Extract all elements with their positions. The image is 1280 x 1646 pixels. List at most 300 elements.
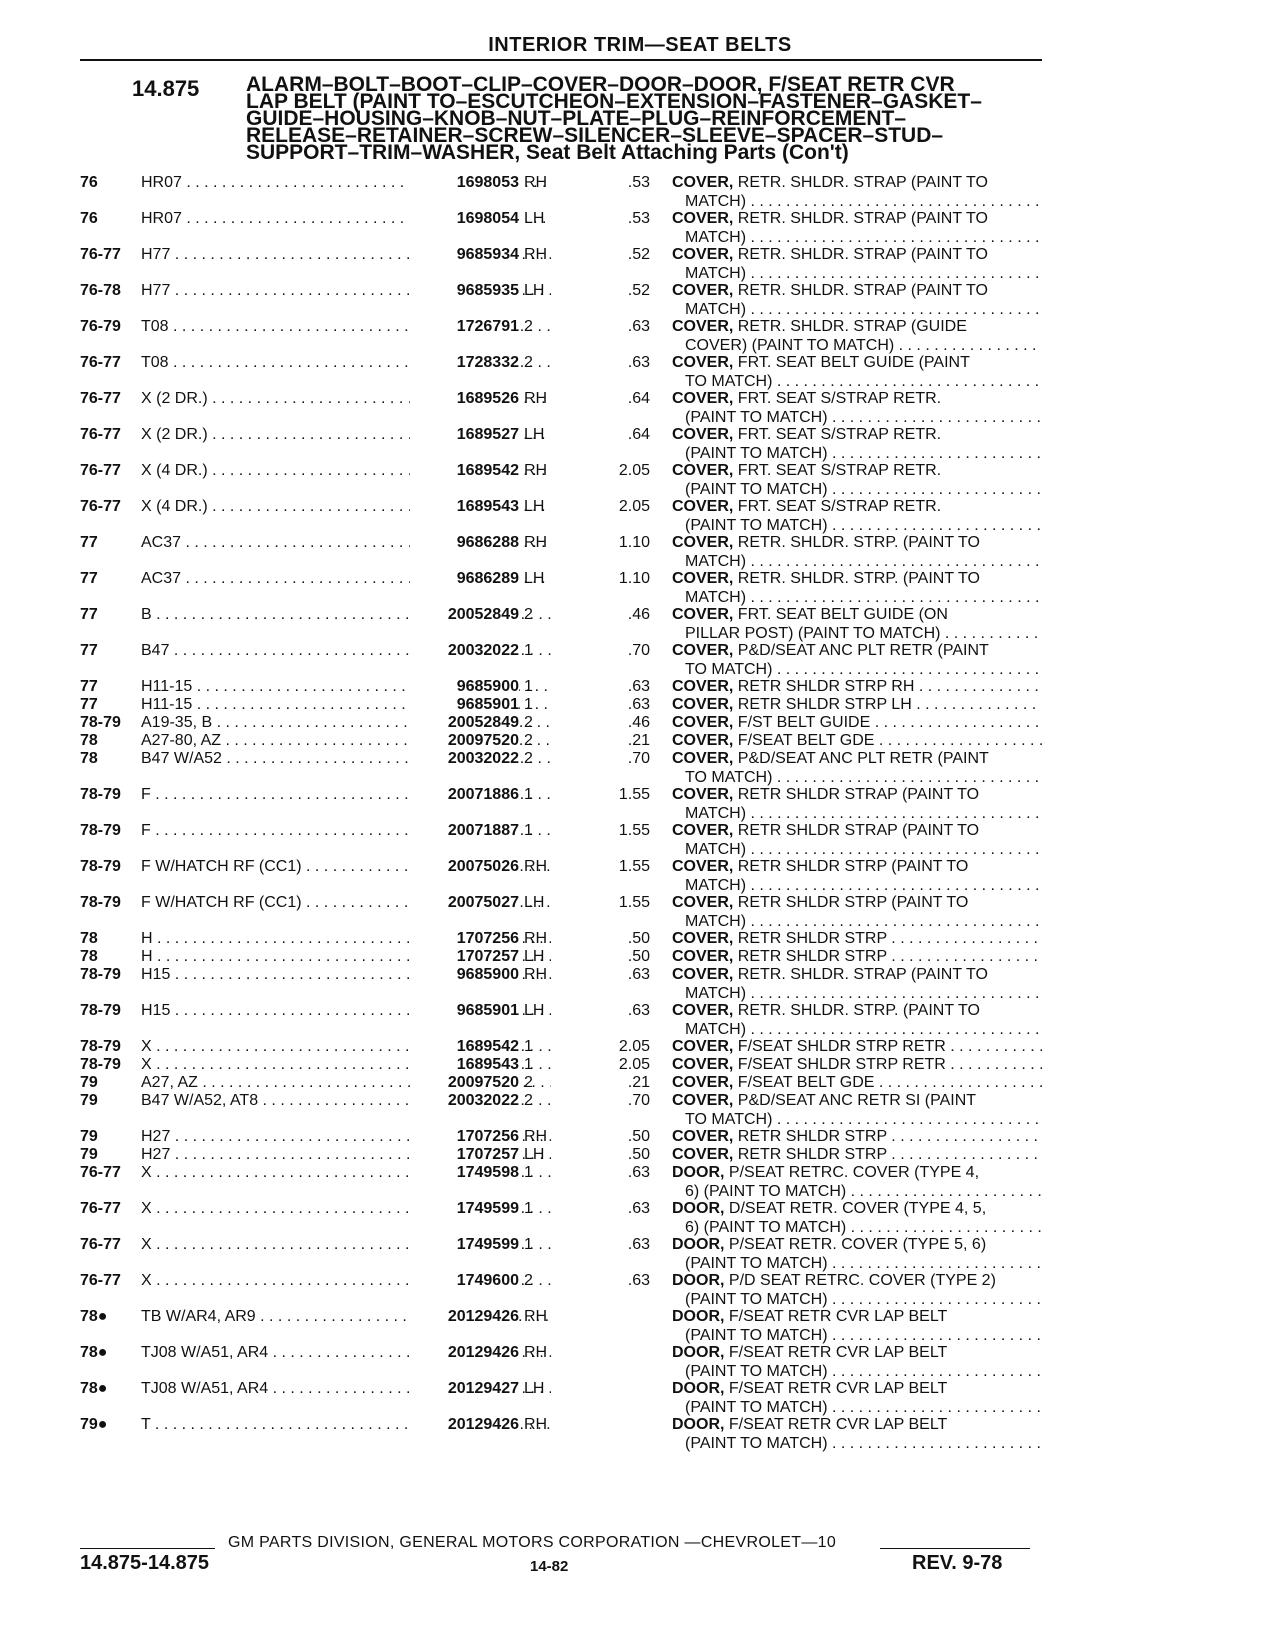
ref-number: 78-79 [80,1038,121,1055]
description-text: RETR SHLDR STRP LH [733,696,912,713]
description-text: F/SEAT SHLDR STRP RETR [733,1038,946,1055]
description-line [672,389,1042,408]
description-noun: COVER, [672,390,734,407]
price: .63 [627,966,650,983]
description [672,1127,1042,1146]
price: .52 [627,282,650,299]
description-line [672,893,1042,912]
description-text: RETR SHLDR STRAP (PAINT TO [733,822,980,839]
description-continuation: MATCH) . . . [672,552,1042,571]
description-line [672,605,1042,624]
description-text: F/SEAT RETR CVR LAP BELT [724,1380,948,1397]
description [672,209,1042,247]
description [672,1163,1042,1201]
description-continuation: MATCH) . . . [672,300,1042,319]
ref-number: 77 [80,534,98,551]
part-number: 20032022 [410,1091,519,1110]
description-text: RETR SHLDR STRP [733,1128,887,1145]
price: .50 [627,948,650,965]
description-continuation: MATCH) . . . [672,588,1042,607]
description-noun: COVER, [672,696,734,713]
quantity: 1 [524,786,533,803]
description-text: FRT. SEAT BELT GUIDE (PAINT [733,354,970,371]
part-number: 1726791 [410,317,519,336]
ref-number: 76-78 [80,282,121,299]
ref-number: 76-77 [80,246,121,263]
ref-number: 77 [80,606,98,623]
description [672,1145,1042,1164]
part-number: 1749600 [410,1271,519,1290]
model-usage: B47 W/A52, AT8 . . . [141,1091,551,1110]
description-continuation: (PAINT TO MATCH) . . . [672,1254,1042,1273]
description-continuation: MATCH) . . . [672,1020,1042,1039]
description-noun: COVER, [672,930,734,947]
description-text: RETR SHLDR STRP (PAINT TO [733,858,969,875]
ref-number: 79● [80,1416,108,1433]
ref-number: 76-79 [80,318,121,335]
model-usage: A19-35, B . . . [141,713,551,732]
ref-number: 78 [80,750,98,767]
description-line [672,857,1042,876]
ref-number: 76 [80,210,98,227]
description-noun: COVER, [672,282,734,299]
ref-number: 78● [80,1344,108,1361]
description-noun: DOOR, [672,1272,725,1289]
description [672,641,1042,679]
price: .63 [627,1272,650,1289]
description-line [672,1145,1042,1164]
quantity: RH [524,534,548,551]
ref-number: 79 [80,1074,98,1091]
description-noun: COVER, [672,750,734,767]
description-noun: COVER, [672,1092,734,1109]
part-number: 1689543 [410,497,519,516]
description-continuation: (PAINT TO MATCH) . . . [672,1290,1042,1309]
quantity: LH [524,1146,545,1163]
description-continuation: COVER) (PAINT TO MATCH) . . . [672,336,1042,355]
price: .63 [627,1200,650,1217]
model-usage: AC37 . . . [141,569,551,588]
description [672,281,1042,319]
quantity: RH [524,246,548,263]
footer-page-number: 14-82 [530,1558,569,1575]
ref-number: 79 [80,1128,98,1145]
model-usage: H11-15 . . . [141,677,551,696]
part-number: 1707256 [410,929,519,948]
part-number: 20129426 [410,1415,519,1434]
description-text: P/SEAT RETRC. COVER (TYPE 4, [724,1164,980,1181]
description [672,461,1042,499]
part-number: 9685901 [410,695,519,714]
part-number: 1749599 [410,1235,519,1254]
price: .63 [627,678,650,695]
description-text: RETR. SHLDR. STRP. (PAINT TO [733,534,980,551]
description-noun: COVER, [672,318,734,335]
description-continuation: MATCH) . . . [672,840,1042,859]
description-text: FRT. SEAT S/STRAP RETR. [733,390,942,407]
description [672,1379,1042,1417]
description-line [672,245,1042,264]
description-text: F/ST BELT GUIDE [733,714,871,731]
model-usage: T . . . [141,1415,551,1434]
description-continuation: (PAINT TO MATCH) . . . [672,1398,1042,1417]
ref-number: 78● [80,1308,108,1325]
description-line [672,1091,1042,1110]
description-text: RETR SHLDR STRP (PAINT TO [733,894,969,911]
quantity: 2 [524,1074,533,1091]
part-number: 1689543 [410,1055,519,1074]
quantity: LH [524,570,545,587]
description-line [672,1127,1042,1146]
description-text: P&D/SEAT ANC PLT RETR (PAINT [733,750,989,767]
description-continuation: PILLAR POST) (PAINT TO MATCH) . . . [672,624,1042,643]
description-line [672,1307,1042,1326]
section-number: 14.875 [132,76,200,101]
description-text: FRT. SEAT S/STRAP RETR. [733,462,942,479]
model-usage: X . . . [141,1271,551,1290]
description-noun: COVER, [672,966,734,983]
description-line [672,929,1042,948]
description-line [672,569,1042,588]
description-continuation: MATCH) . . . [672,192,1042,211]
part-number: 9686289 [410,569,519,588]
description-continuation: TO MATCH) . . . [672,660,1042,679]
price: .50 [627,1146,650,1163]
description-text: RETR. SHLDR. STRAP (PAINT TO [733,282,988,299]
description [672,749,1042,787]
description-text: RETR. SHLDR. STRAP (PAINT TO [733,174,988,191]
description-noun: COVER, [672,426,734,443]
description-continuation: MATCH) . . . [672,984,1042,1003]
ref-number: 76-77 [80,354,121,371]
price: .70 [627,750,650,767]
part-number: 9685900 [410,677,519,696]
description-line [672,677,1042,696]
part-number: 20052849 [410,605,519,624]
price: 2.05 [618,1056,650,1073]
footer-revision: REV. 9-78 [912,1552,1003,1574]
description-text: FRT. SEAT S/STRAP RETR. [733,498,942,515]
page-title: INTERIOR TRIM—SEAT BELTS [488,34,792,56]
header-rule [80,59,1042,61]
quantity: RH [524,1128,548,1145]
description [672,695,1042,714]
description-text: RETR. SHLDR. STRAP (PAINT TO [733,966,988,983]
description-line [672,695,1042,714]
description [672,353,1042,391]
description [672,389,1042,427]
description-text: RETR SHLDR STRP RH [733,678,915,695]
price: 1.10 [618,570,650,587]
quantity: 1 [524,696,533,713]
part-number: 1749599 [410,1199,519,1218]
description-continuation: (PAINT TO MATCH) . . . [672,516,1042,535]
model-usage: H77 . . . [141,281,551,300]
description-continuation: 6) (PAINT TO MATCH) . . . [672,1218,1042,1237]
quantity: RH [524,1416,548,1433]
price: 1.55 [618,822,650,839]
ref-number: 76-77 [80,390,121,407]
part-number: 20071886 [410,785,519,804]
part-number: 9685900 [410,965,519,984]
ref-number: 76 [80,174,98,191]
quantity: 2 [524,1272,533,1289]
description [672,1199,1042,1237]
model-usage: X . . . [141,1037,551,1056]
price: .64 [627,390,650,407]
description-line [672,1163,1042,1182]
model-usage: HR07 . . . [141,173,551,192]
quantity: 1 [524,822,533,839]
description [672,173,1042,211]
model-usage: X . . . [141,1163,551,1182]
description-continuation: MATCH) . . . [672,228,1042,247]
description-noun: COVER, [672,462,734,479]
quantity: LH [524,210,545,227]
ref-number: 78-79 [80,1056,121,1073]
description-line [672,1073,1042,1092]
price: .70 [627,642,650,659]
description-text: RETR. SHLDR. STRAP (PAINT TO [733,246,988,263]
description-noun: COVER, [672,246,734,263]
description [672,1235,1042,1273]
quantity: 2 [524,1092,533,1109]
model-usage: TB W/AR4, AR9 . . . [141,1307,551,1326]
description-continuation: (PAINT TO MATCH) . . . [672,1326,1042,1345]
part-number: 20071887 [410,821,519,840]
quantity: RH [524,390,548,407]
description-line [672,1271,1042,1290]
part-number: 20075027 [410,893,519,912]
description-noun: DOOR, [672,1236,725,1253]
part-number: 1707257 [410,1145,519,1164]
description-line [672,1235,1042,1254]
part-number: 1707256 [410,1127,519,1146]
price: .50 [627,1128,650,1145]
price: 2.05 [618,498,650,515]
model-usage: H15 . . . [141,1001,551,1020]
price: .21 [627,1074,650,1091]
description [672,605,1042,643]
footer-rule-right [880,1548,1030,1549]
part-number: 20097520 [410,731,519,750]
description [672,1073,1042,1092]
part-number: 1689542 [410,1037,519,1056]
quantity: 2 [524,750,533,767]
description-continuation: MATCH) . . . [672,264,1042,283]
ref-number: 78 [80,948,98,965]
part-number: 9685901 [410,1001,519,1020]
quantity: LH [524,426,545,443]
description [672,245,1042,283]
description-noun: DOOR, [672,1344,725,1361]
description-continuation: (PAINT TO MATCH) . . . [672,1362,1042,1381]
description [672,965,1042,1003]
description-text: P/D SEAT RETRC. COVER (TYPE 2) [724,1272,996,1289]
description-text: F/SEAT RETR CVR LAP BELT [724,1308,948,1325]
model-usage: X (2 DR.) . . . [141,389,551,408]
section-title [246,73,1046,164]
quantity: RH [524,1308,548,1325]
ref-number: 79 [80,1092,98,1109]
part-number: 9685934 [410,245,519,264]
description-noun: COVER, [672,678,734,695]
description-text: FRT. SEAT S/STRAP RETR. [733,426,942,443]
footer-section-range: 14.875-14.875 [80,1552,210,1574]
description [672,893,1042,931]
description-text: RETR SHLDR STRAP (PAINT TO [733,786,980,803]
model-usage: B47 W/A52 . . . [141,749,551,768]
description [672,569,1042,607]
model-usage: H . . . [141,947,551,966]
model-usage: X (4 DR.) . . . [141,497,551,516]
description [672,947,1042,966]
description-text: RETR. SHLDR. STRAP (GUIDE [733,318,967,335]
description [672,1307,1042,1345]
part-number: 20129426 [410,1343,519,1362]
description-noun: COVER, [672,714,734,731]
model-usage: H . . . [141,929,551,948]
price: .63 [627,1236,650,1253]
description-noun: COVER, [672,894,734,911]
ref-number: 76-77 [80,1272,121,1289]
ref-number: 77 [80,678,98,695]
quantity: RH [524,174,548,191]
description [672,1091,1042,1129]
description-line [672,1379,1042,1398]
description-noun: COVER, [672,174,734,191]
price: .46 [627,714,650,731]
quantity: 1 [524,678,533,695]
part-number: 1689526 [410,389,519,408]
description-continuation: (PAINT TO MATCH) . . . [672,1434,1042,1453]
description-line [672,1415,1042,1434]
model-usage: HR07 . . . [141,209,551,228]
quantity: 1 [524,1056,533,1073]
description-noun: DOOR, [672,1164,725,1181]
description [672,425,1042,463]
description-line [672,497,1042,516]
part-number: 20032022 [410,641,519,660]
ref-number: 76-77 [80,462,121,479]
description-line [672,1343,1042,1362]
description [672,533,1042,571]
description-continuation: 6) (PAINT TO MATCH) . . . [672,1182,1042,1201]
description [672,317,1042,355]
description-noun: DOOR, [672,1416,725,1433]
description-noun: COVER, [672,534,734,551]
description-text: RETR SHLDR STRP [733,1146,887,1163]
description [672,677,1042,696]
description-text: P/SEAT RETR. COVER (TYPE 5, 6) [724,1236,987,1253]
ref-number: 77 [80,696,98,713]
section-title-line: GUIDE–HOUSING–KNOB–NUT–PLATE–PLUG–REINFORCEMENT– [246,107,907,130]
description-noun: COVER, [672,1056,734,1073]
price: .53 [627,174,650,191]
quantity: 2 [524,732,533,749]
price: 1.10 [618,534,650,551]
price: .70 [627,1092,650,1109]
ref-number: 78-79 [80,966,121,983]
quantity: RH [524,1344,548,1361]
description-noun: COVER, [672,1038,734,1055]
description-text: RETR. SHLDR. STRAP (PAINT TO [733,210,988,227]
description-line [672,353,1042,372]
model-usage: H27 . . . [141,1145,551,1164]
description-noun: COVER, [672,732,734,749]
part-number: 1698053 [410,173,519,192]
price: .52 [627,246,650,263]
quantity: RH [524,462,548,479]
description-text: F/SEAT RETR CVR LAP BELT [724,1416,948,1433]
description-line [672,1055,1042,1074]
section-title-line: ALARM–BOLT–BOOT–CLIP–COVER–DOOR–DOOR, F/SEAT RETR CVR [246,73,955,96]
ref-number: 78-79 [80,786,121,803]
description-line [672,965,1042,984]
ref-number: 78-79 [80,1002,121,1019]
section-title-line: LAP BELT (PAINT TO–ESCUTCHEON–EXTENSION–FASTENER–GASKET– [246,90,982,113]
description-continuation: TO MATCH) . . . [672,372,1042,391]
description-noun: COVER, [672,1002,734,1019]
quantity: 1 [524,642,533,659]
quantity: LH [524,498,545,515]
model-usage: F . . . [141,785,551,804]
part-number: 20032022 [410,749,519,768]
description [672,1271,1042,1309]
description-line [672,461,1042,480]
price: .53 [627,210,650,227]
footer-rule-left [80,1548,215,1549]
description-continuation: MATCH) . . . [672,804,1042,823]
price: .50 [627,930,650,947]
ref-number: 76-77 [80,426,121,443]
description-noun: COVER, [672,354,734,371]
quantity: LH [524,282,545,299]
description-line [672,785,1042,804]
description-noun: COVER, [672,642,734,659]
description-noun: DOOR, [672,1380,725,1397]
part-number: 20075026 [410,857,519,876]
quantity: 2 [524,354,533,371]
ref-number: 79 [80,1146,98,1163]
description [672,713,1042,732]
description-noun: COVER, [672,948,734,965]
price: 1.55 [618,894,650,911]
part-number: 1689527 [410,425,519,444]
quantity: LH [524,894,545,911]
model-usage: A27, AZ . . . [141,1073,551,1092]
section-title-line: RELEASE–RETAINER–SCREW–SILENCER–SLEEVE–SPACER–STUD– [246,124,944,147]
ref-number: 77 [80,642,98,659]
part-number: 20097520 [410,1073,519,1092]
description-text: D/SEAT RETR. COVER (TYPE 4, 5, [724,1200,987,1217]
ref-number: 76-77 [80,498,121,515]
model-usage: F W/HATCH RF (CC1) . . . [141,893,551,912]
description-noun: DOOR, [672,1308,725,1325]
quantity: 2 [524,714,533,731]
quantity: RH [524,966,548,983]
description [672,785,1042,823]
model-usage: AC37 . . . [141,533,551,552]
description-continuation: (PAINT TO MATCH) . . . [672,480,1042,499]
description-continuation: (PAINT TO MATCH) . . . [672,444,1042,463]
price: .64 [627,426,650,443]
ref-number: 76-77 [80,1200,121,1217]
description-noun: COVER, [672,606,734,623]
description-line [672,209,1042,228]
description-noun: COVER, [672,786,734,803]
part-number: 1707257 [410,947,519,966]
